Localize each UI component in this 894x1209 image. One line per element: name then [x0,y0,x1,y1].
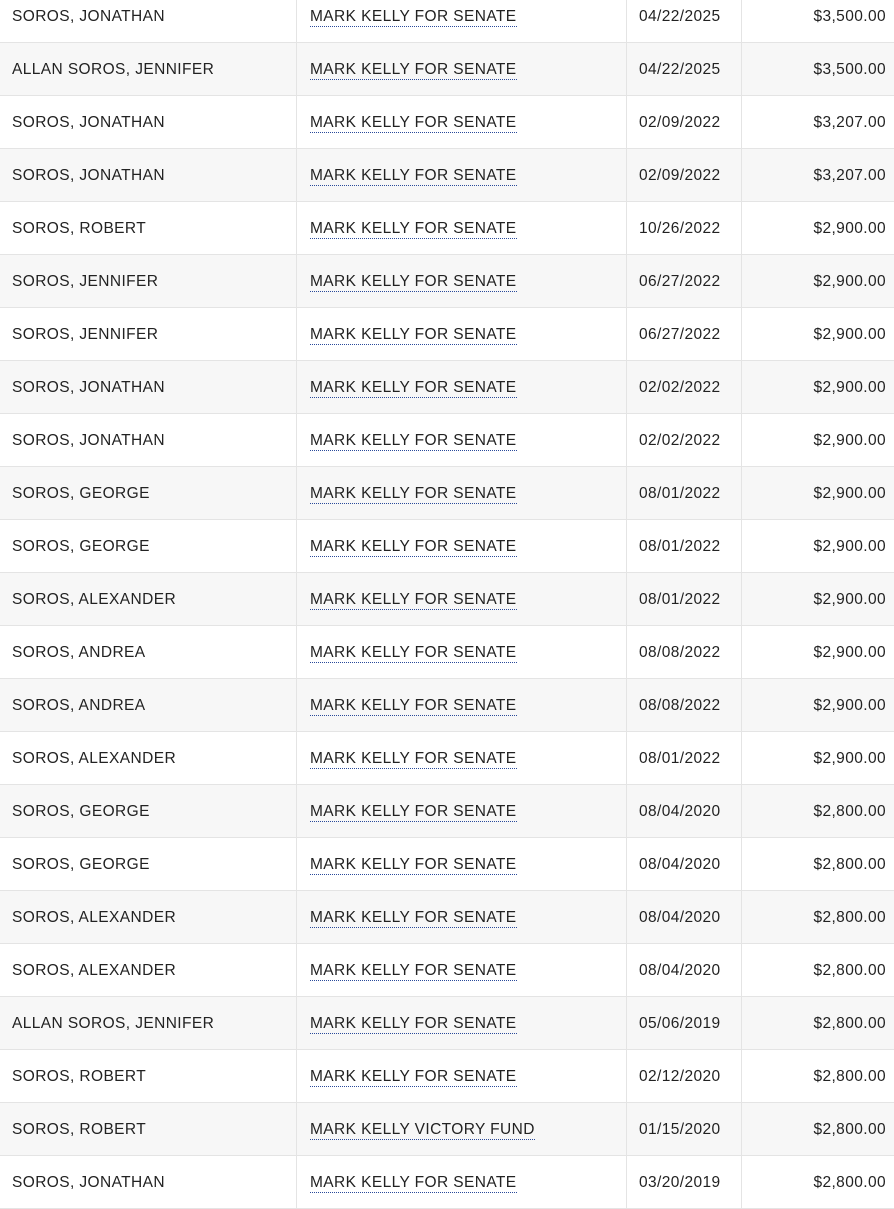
contributor-name: SOROS, GEORGE [12,538,150,555]
contribution-amount: $2,900.00 [741,255,894,308]
table-row [0,414,894,467]
contribution-amount: $2,900.00 [741,361,894,414]
contributor-name: SOROS, ROBERT [12,220,147,237]
committee-link[interactable]: MARK KELLY FOR SENATE [310,803,517,820]
contribution-amount: $2,800.00 [741,891,894,944]
contribution-date: 10/26/2022 [626,202,741,255]
contribution-amount: $2,800.00 [741,1156,894,1209]
contribution-amount: $2,800.00 [741,785,894,838]
contribution-date: 08/08/2022 [626,626,741,679]
contribution-date: 02/09/2022 [626,96,741,149]
contributor-name: SOROS, ANDREA [12,697,146,714]
committee-cell [296,414,626,467]
committee-cell [296,0,626,43]
committee-cell [296,997,626,1050]
committee-link[interactable]: MARK KELLY FOR SENATE [310,697,517,714]
contribution-date: 08/01/2022 [626,732,741,785]
committee-cell [296,891,626,944]
committee-link[interactable]: MARK KELLY FOR SENATE [310,220,517,237]
committee-link[interactable]: MARK KELLY FOR SENATE [310,8,517,25]
contributor-name: ALLAN SOROS, JENNIFER [12,61,215,78]
table-row [0,520,894,573]
contribution-amount: $2,900.00 [741,520,894,573]
contribution-amount: $2,900.00 [741,573,894,626]
contribution-amount: $2,900.00 [741,679,894,732]
table-row [0,308,894,361]
committee-link[interactable]: MARK KELLY FOR SENATE [310,644,517,661]
contributor-name: SOROS, JONATHAN [12,114,165,131]
table-row [0,202,894,255]
committee-cell [296,467,626,520]
contributor-name: SOROS, ROBERT [12,1121,147,1138]
committee-cell [296,308,626,361]
table-row [0,361,894,414]
contribution-amount: $2,900.00 [741,308,894,361]
committee-cell [296,1050,626,1103]
contribution-date: 08/01/2022 [626,573,741,626]
contribution-amount: $2,800.00 [741,838,894,891]
committee-cell [296,732,626,785]
contribution-date: 02/09/2022 [626,149,741,202]
committee-cell [296,43,626,96]
committee-cell [296,361,626,414]
table-row [0,467,894,520]
table-row [0,732,894,785]
table-row [0,785,894,838]
contributor-name: SOROS, JONATHAN [12,432,165,449]
committee-link[interactable]: MARK KELLY FOR SENATE [310,61,517,78]
contributor-name: SOROS, GEORGE [12,856,150,873]
contribution-amount: $2,800.00 [741,944,894,997]
contribution-date: 06/27/2022 [626,255,741,308]
contribution-date: 08/08/2022 [626,679,741,732]
contribution-date: 04/22/2025 [626,0,741,43]
contribution-amount: $2,800.00 [741,997,894,1050]
table-row [0,573,894,626]
contribution-date: 03/20/2019 [626,1156,741,1209]
contribution-date: 02/02/2022 [626,414,741,467]
contribution-date: 08/01/2022 [626,520,741,573]
committee-cell [296,785,626,838]
table-row [0,891,894,944]
committee-link[interactable]: MARK KELLY FOR SENATE [310,538,517,555]
contribution-date: 05/06/2019 [626,997,741,1050]
committee-link[interactable]: MARK KELLY FOR SENATE [310,114,517,131]
contribution-date: 06/27/2022 [626,308,741,361]
committee-link[interactable]: MARK KELLY FOR SENATE [310,432,517,449]
committee-link[interactable]: MARK KELLY FOR SENATE [310,750,517,767]
contributor-name: SOROS, JONATHAN [12,379,165,396]
contribution-date: 01/15/2020 [626,1103,741,1156]
committee-cell [296,573,626,626]
contribution-amount: $2,900.00 [741,202,894,255]
contributor-name: SOROS, ALEXANDER [12,591,177,608]
committee-link[interactable]: MARK KELLY FOR SENATE [310,379,517,396]
committee-link[interactable]: MARK KELLY FOR SENATE [310,273,517,290]
committee-cell [296,149,626,202]
contributor-name: SOROS, ALEXANDER [12,962,177,979]
table-row [0,838,894,891]
contributor-name: SOROS, ALEXANDER [12,909,177,926]
committee-link[interactable]: MARK KELLY FOR SENATE [310,167,517,184]
committee-link[interactable]: MARK KELLY VICTORY FUND [310,1121,535,1138]
contribution-date: 02/02/2022 [626,361,741,414]
committee-link[interactable]: MARK KELLY FOR SENATE [310,485,517,502]
contribution-amount: $2,900.00 [741,732,894,785]
committee-cell [296,202,626,255]
committee-link[interactable]: MARK KELLY FOR SENATE [310,962,517,979]
contribution-amount: $2,900.00 [741,414,894,467]
committee-link[interactable]: MARK KELLY FOR SENATE [310,1174,517,1191]
table-row [0,1050,894,1103]
table-row [0,997,894,1050]
contribution-date: 08/04/2020 [626,785,741,838]
contribution-amount: $2,900.00 [741,626,894,679]
contribution-date: 02/12/2020 [626,1050,741,1103]
contribution-amount: $2,800.00 [741,1050,894,1103]
table-row [0,1103,894,1156]
contribution-amount: $2,800.00 [741,1103,894,1156]
contributor-name: ALLAN SOROS, JENNIFER [12,1015,215,1032]
contributor-name: SOROS, ALEXANDER [12,750,177,767]
committee-link[interactable]: MARK KELLY FOR SENATE [310,909,517,926]
table-row [0,149,894,202]
committee-link[interactable]: MARK KELLY FOR SENATE [310,1068,517,1085]
contributor-name: SOROS, JONATHAN [12,8,165,25]
committee-link[interactable]: MARK KELLY FOR SENATE [310,591,517,608]
contribution-amount: $2,900.00 [741,467,894,520]
committee-cell [296,255,626,308]
contribution-amount: $3,207.00 [741,149,894,202]
contribution-amount: $3,207.00 [741,96,894,149]
committee-link[interactable]: MARK KELLY FOR SENATE [310,856,517,873]
contributor-name: SOROS, ROBERT [12,1068,147,1085]
table-row [0,626,894,679]
contribution-date: 08/01/2022 [626,467,741,520]
committee-cell [296,679,626,732]
table-row [0,255,894,308]
committee-link[interactable]: MARK KELLY FOR SENATE [310,1015,517,1032]
committee-cell [296,626,626,679]
table-row [0,0,894,43]
contribution-amount: $3,500.00 [741,0,894,43]
committee-link[interactable]: MARK KELLY FOR SENATE [310,326,517,343]
contributor-name: SOROS, JONATHAN [12,167,165,184]
contributor-name: SOROS, GEORGE [12,485,150,502]
table-row [0,944,894,997]
table-row [0,43,894,96]
committee-cell [296,520,626,573]
contributor-name: SOROS, GEORGE [12,803,150,820]
table-row [0,96,894,149]
committee-cell [296,944,626,997]
contributor-name: SOROS, JONATHAN [12,1174,165,1191]
contribution-date: 08/04/2020 [626,944,741,997]
committee-cell [296,96,626,149]
contributor-name: SOROS, JENNIFER [12,273,159,290]
contributor-name: SOROS, JENNIFER [12,326,159,343]
committee-cell [296,1103,626,1156]
committee-cell [296,838,626,891]
committee-cell [296,1156,626,1209]
contribution-amount: $3,500.00 [741,43,894,96]
contribution-date: 08/04/2020 [626,891,741,944]
table-row [0,679,894,732]
contributor-name: SOROS, ANDREA [12,644,146,661]
contribution-date: 04/22/2025 [626,43,741,96]
table-row [0,1156,894,1209]
contribution-date: 08/04/2020 [626,838,741,891]
